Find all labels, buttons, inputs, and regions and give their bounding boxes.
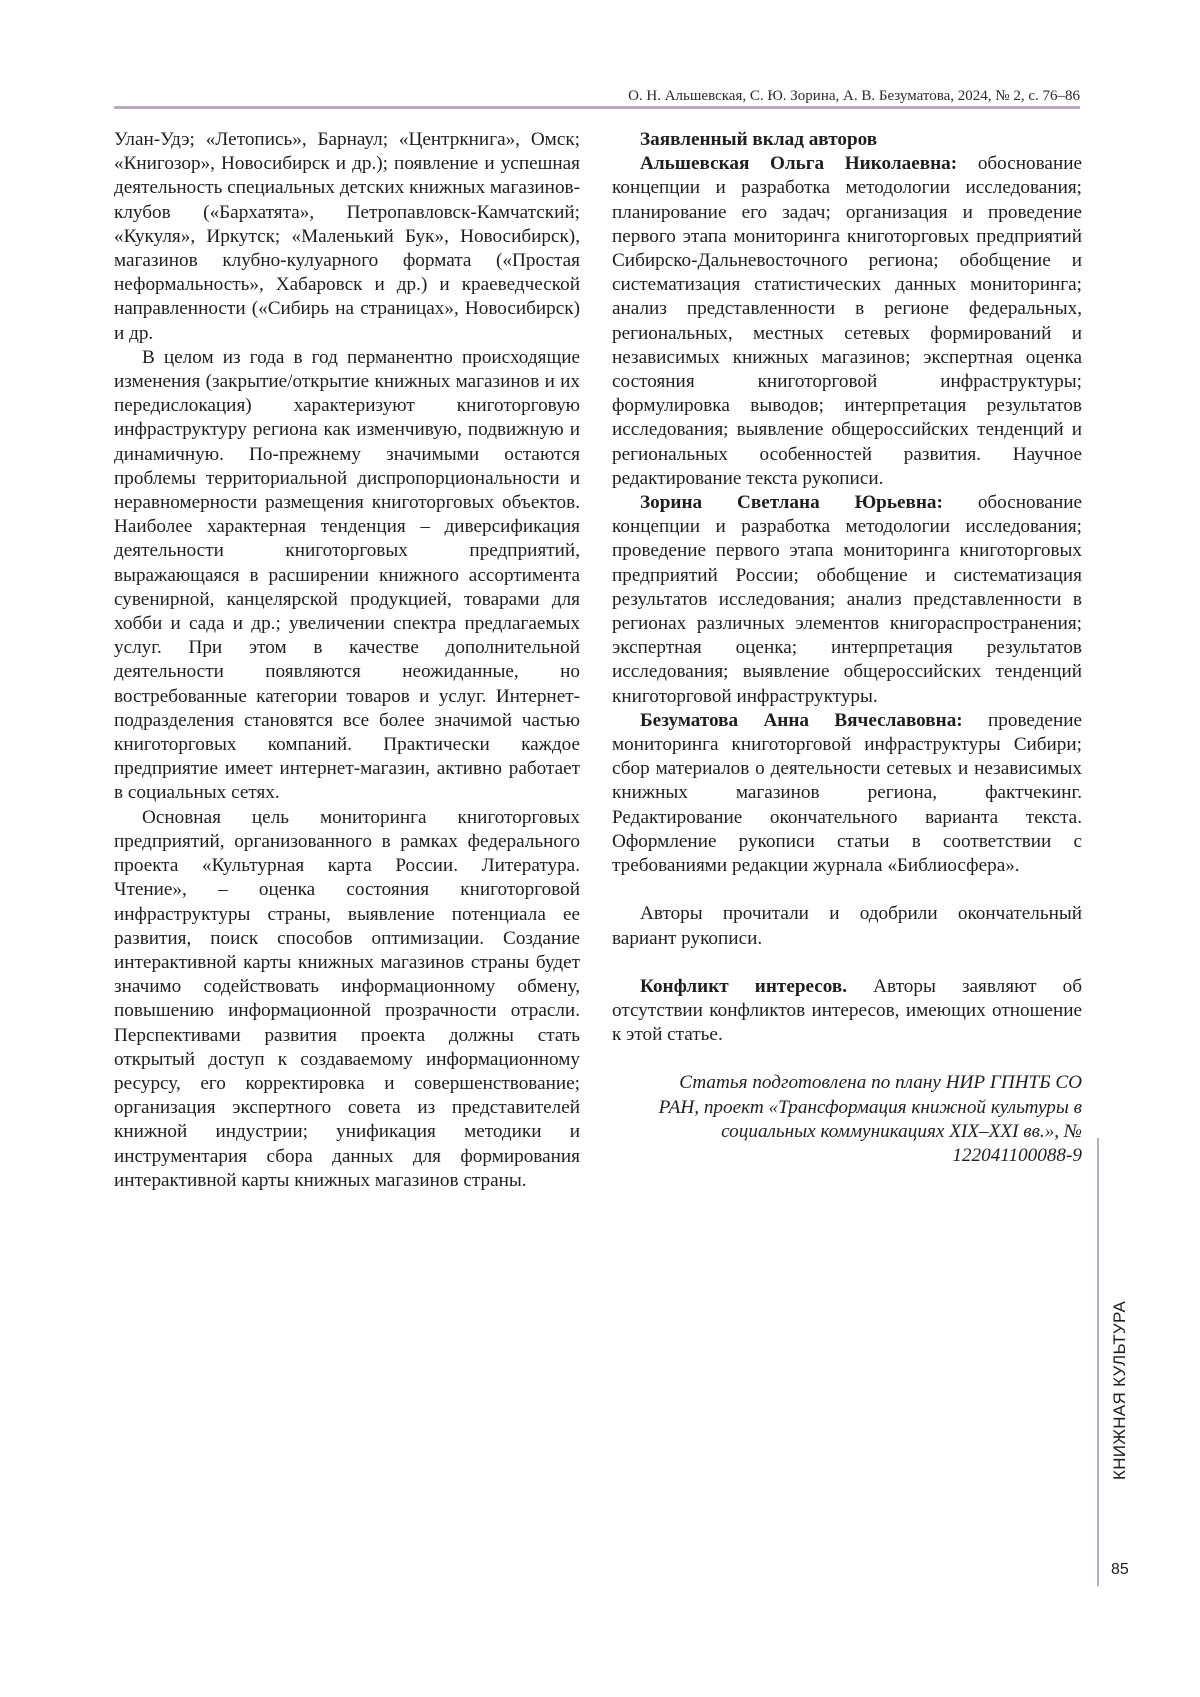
author-contribution-text: обоснование концепции и разработка методологии исследования; проведение первого этапа мониторинга книготорговых предприятий России; обобщение и систематизация результатов исследования; анализ представленности в регионах различных элементов книгораспространения; экспертная оценка; интерпретация результатов исследования; выявление общероссийских тенденций книготорговой инфраструктуры. bbox=[612, 492, 1082, 707]
author-name: Альшевская Ольга Николаевна: bbox=[640, 153, 958, 175]
paragraph: В целом из года в год перманентно происходящие изменения (закрытие/открытие книжных магазинов и их передислокация) характеризуют книготорговую инфраструктуру региона как изменчивую, подвижную и динамичную. По-прежнему значимыми остаются проблемы территориальной диспропорциональности и неравномерности размещения книготорговых объектов. Наиболее характерная тенденция – диверсификация деятельности книготорговых предприятий, выражающаяся в расширении книжного ассортимента сувенирной, канцелярской продукцией, товарами для хобби и сада и др.; увеличении спектра предлагаемых услуг. При этом в качестве дополнительной деятельности появляются неожиданные, но востребованные категории товаров и услуг. Интернет-подразделения становятся все более значимой частью книготорговых компаний. Практически каждое предприятие имеет интернет-магазин, активно работает в социальных сетях. bbox=[114, 346, 580, 804]
section-label: КНИЖНАЯ КУЛЬТУРА bbox=[1110, 1300, 1129, 1480]
contribution-title: Заявленный вклад авторов bbox=[640, 129, 878, 150]
author-name: Безуматова Анна Вячеславовна: bbox=[640, 709, 963, 731]
page-number: 85 bbox=[1111, 1561, 1129, 1578]
author-contribution-text: обоснование концепции и разработка методологии исследования; планирование его задач; организация и проведение первого этапа мониторинга книготорговых предприятий Сибирско-Дальневосточного региона; обобщение и систематизация статистических данных мониторинга; анализ представленности в регионе федеральных, региональных, местных сетевых формирований и независимых книжных магазинов; экспертная оценка состояния книготорговой инфраструктуры; формулировка выводов; интерпретация результатов исследования; выявление общероссийских тенденций и региональных особенностей развития. Научное редактирование текста рукописи. bbox=[612, 153, 1082, 489]
conflict-text: Авторы заявляют об отсутствии конфликтов интересов, имеющих отношение к этой статье. bbox=[612, 975, 1082, 1046]
paragraph: Основная цель мониторинга книготорговых предприятий, организованного в рамках федерального проекта «Культурная карта России. Литература. Чтение», – оценка состояния книготорговой инфраструктуры страны, выявление потенциала ее развития, поиск способов оптимизации. Создание интерактивной карты книжных магазинов страны будет значимо содействовать информационному обмену, повышению информационной прозрачности отрасли. Перспективами развития проекта должны стать открытый доступ к создаваемому информационному ресурсу, его корректировка и совершенствование; организация экспертного совета из представителей книжной индустрии; унификация методики и инструментария сбора данных для формирования интерактивной карты книжных магазинов страны. bbox=[114, 806, 580, 1191]
author-contribution-text: проведение мониторинга книготорговой инфраструктуры Сибири; сбор материалов о деятельности сетевых и независимых книжных магазинов региона, фактчекинг. Редактирование окончательного варианта текста. Оформление рукописи статьи в соответствии с требованиями редакции журнала «Библиосфера». bbox=[612, 709, 1082, 877]
author-contribution bbox=[612, 709, 1082, 878]
author-name: Зорина Светлана Юрьевна: bbox=[640, 492, 943, 514]
approval-statement: Авторы прочитали и одобрили окончательный вариант рукописи. bbox=[612, 903, 1082, 949]
conflict-label: Конфликт интересов. bbox=[640, 975, 848, 997]
funding-note: Статья подготовлена по плану НИР ГПНТБ СО РАН, проект «Трансформация книжной культуры в социальных коммуникациях XIX–XXI вв.», № 122041100088-9 bbox=[658, 1072, 1082, 1166]
right-column bbox=[612, 128, 1082, 1168]
header-rule bbox=[114, 106, 1080, 109]
author-contribution bbox=[612, 152, 1082, 491]
margin-rule bbox=[1097, 1138, 1099, 1586]
author-contribution bbox=[612, 491, 1082, 709]
running-head: О. Н. Альшевская, С. Ю. Зорина, А. В. Безуматова, 2024, № 2, с. 76–86 bbox=[628, 88, 1080, 104]
conflict-of-interest bbox=[612, 975, 1082, 1048]
paragraph: Улан-Удэ; «Летопись», Барнаул; «Центркнига», Омск; «Книгозор», Новосибирск и др.); появление и успешная деятельность специальных детских книжных магазинов-клубов («Бархатята», Петропавловск-Камчатский; «Кукуля», Иркутск; «Маленький Бук», Новосибирск), магазинов клубно-кулуарного формата («Простая неформальность», Хабаровск и др.) и краеведческой направленности («Сибирь на страницах», Новосибирск) и др. bbox=[114, 129, 580, 344]
left-column bbox=[114, 128, 580, 1193]
